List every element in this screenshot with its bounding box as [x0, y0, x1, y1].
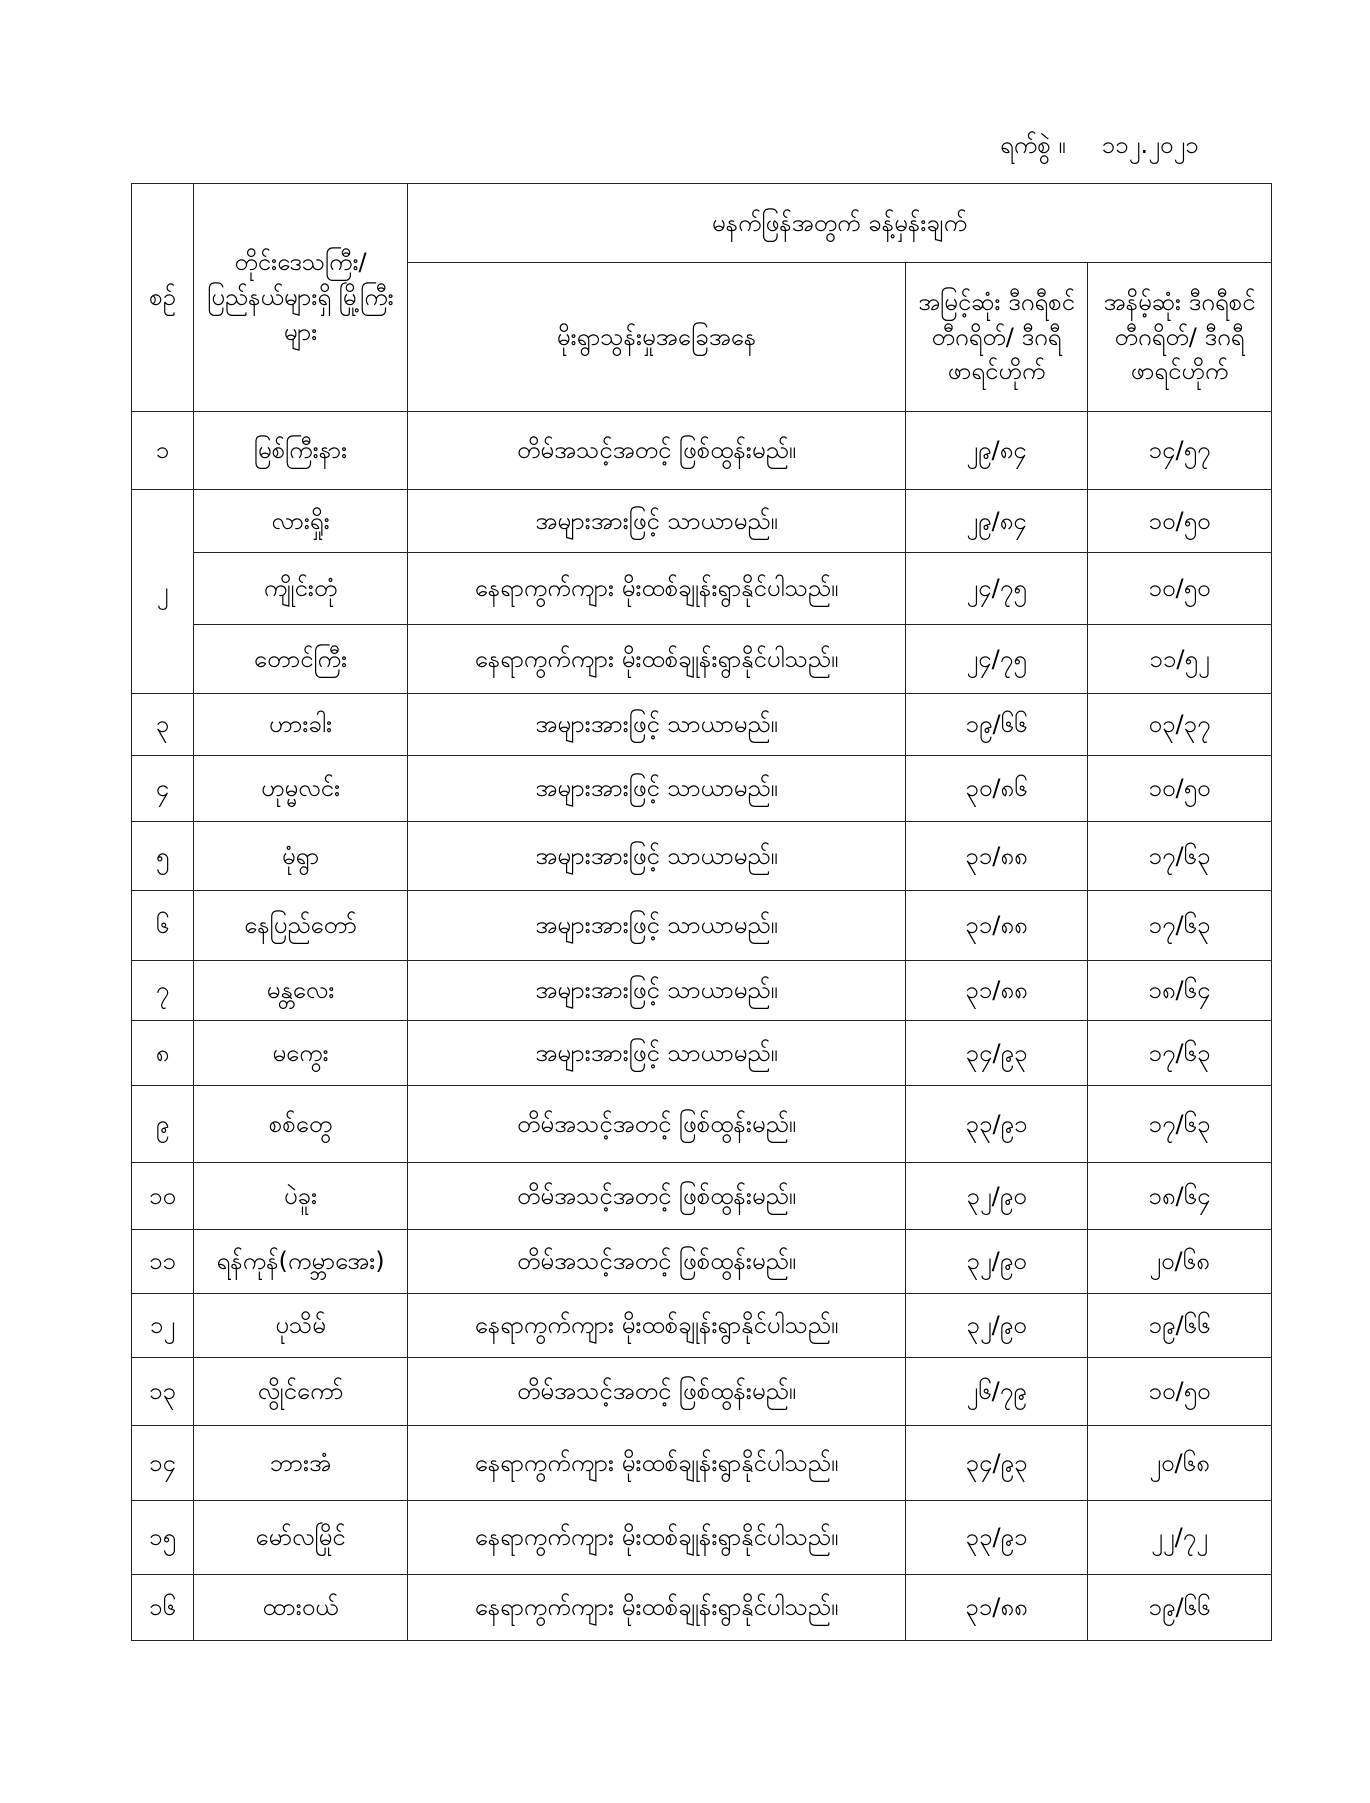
table-row: [132, 490, 1272, 553]
table-row: [132, 1426, 1272, 1501]
min-temp: ၁၇/၆၃: [1088, 1021, 1272, 1086]
table-row: [132, 694, 1272, 756]
rain-condition: အများအားဖြင့် သာယာမည်။: [408, 1021, 906, 1086]
max-temp: ၃၃/၉၁: [906, 1086, 1088, 1163]
rain-condition: နေရာကွက်ကျား မိုးထစ်ချုန်းရွာနိုင်ပါသည်။: [408, 1426, 906, 1501]
forecast-table: [131, 183, 1272, 1641]
date-value: ၁၁၂.၂၀၂၁: [1101, 131, 1199, 159]
city-name: နေပြည်တော်: [194, 891, 408, 961]
city-name: လားရှိုး: [194, 490, 408, 553]
rain-condition: တိမ်အသင့်အတင့် ဖြစ်ထွန်းမည်။: [408, 1358, 906, 1426]
table-row: [132, 822, 1272, 891]
city-name: ဟားခါး: [194, 694, 408, 756]
rain-condition: နေရာကွက်ကျား မိုးထစ်ချုန်းရွာနိုင်ပါသည်။: [408, 1501, 906, 1575]
city-name: မကွေး: [194, 1021, 408, 1086]
max-temp: ၂၄/၇၅: [906, 625, 1088, 694]
header-forecast-group: မနက်ဖြန်အတွက် ခန့်မှန်းချက်: [408, 184, 1272, 263]
table-row: [132, 961, 1272, 1021]
max-temp: ၃၃/၉၁: [906, 1501, 1088, 1575]
table-row: [132, 1501, 1272, 1575]
rain-condition: အများအားဖြင့် သာယာမည်။: [408, 961, 906, 1021]
rain-condition: အများအားဖြင့် သာယာမည်။: [408, 756, 906, 822]
min-temp: ၁၉/၆၆: [1088, 1294, 1272, 1358]
city-name: ကျိုင်းတုံ: [194, 553, 408, 625]
min-temp: ၁၀/၅၀: [1088, 756, 1272, 822]
min-temp: ၀၃/၃၇: [1088, 694, 1272, 756]
city-name: မော်လမြိုင်: [194, 1501, 408, 1575]
city-name: ပုသိမ်: [194, 1294, 408, 1358]
header-city: တိုင်းဒေသကြီး/ ပြည်နယ်များရှိ မြို့ကြီးများ: [194, 184, 408, 412]
rain-condition: တိမ်အသင့်အတင့် ဖြစ်ထွန်းမည်။: [408, 1086, 906, 1163]
rain-condition: အများအားဖြင့် သာယာမည်။: [408, 822, 906, 891]
min-temp: ၁၀/၅၀: [1088, 490, 1272, 553]
max-temp: ၃၁/၈၈: [906, 891, 1088, 961]
row-number: ၆: [132, 891, 194, 961]
max-temp: ၃၄/၉၃: [906, 1426, 1088, 1501]
row-number: ၁၃: [132, 1358, 194, 1426]
city-name: မြစ်ကြီးနား: [194, 412, 408, 490]
row-number: ၁၀: [132, 1163, 194, 1230]
table-row: [132, 625, 1272, 694]
min-temp: ၁၄/၅၇: [1088, 412, 1272, 490]
rain-condition: နေရာကွက်ကျား မိုးထစ်ချုန်းရွာနိုင်ပါသည်။: [408, 553, 906, 625]
row-number: ၄: [132, 756, 194, 822]
min-temp: ၂၂/၇၂: [1088, 1501, 1272, 1575]
row-number: ၇: [132, 961, 194, 1021]
table-row: [132, 1358, 1272, 1426]
max-temp: ၃၂/၉၀: [906, 1163, 1088, 1230]
max-temp: ၃၀/၈၆: [906, 756, 1088, 822]
min-temp: ၁၉/၆၆: [1088, 1575, 1272, 1641]
city-name: ဘားအံ: [194, 1426, 408, 1501]
min-temp: ၁၀/၅၀: [1088, 1358, 1272, 1426]
min-temp: ၁၁/၅၂: [1088, 625, 1272, 694]
rain-condition: အများအားဖြင့် သာယာမည်။: [408, 891, 906, 961]
table-row: [132, 1021, 1272, 1086]
city-name: ရန်ကုန်(ကမ္ဘာအေး): [194, 1230, 408, 1294]
table-row: [132, 1294, 1272, 1358]
row-number: ၃: [132, 694, 194, 756]
city-name: စစ်တွေ: [194, 1086, 408, 1163]
max-temp: ၂၉/၈၄: [906, 490, 1088, 553]
max-temp: ၃၁/၈၈: [906, 1575, 1088, 1641]
table-row: [132, 756, 1272, 822]
rain-condition: အများအားဖြင့် သာယာမည်။: [408, 694, 906, 756]
min-temp: ၂၀/၆၈: [1088, 1426, 1272, 1501]
min-temp: ၁၀/၅၀: [1088, 553, 1272, 625]
rain-condition: နေရာကွက်ကျား မိုးထစ်ချုန်းရွာနိုင်ပါသည်။: [408, 1294, 906, 1358]
max-temp: ၂၄/၇၅: [906, 553, 1088, 625]
row-number: ၁၆: [132, 1575, 194, 1641]
city-name: ထားဝယ်: [194, 1575, 408, 1641]
row-number: ၈: [132, 1021, 194, 1086]
rain-condition: တိမ်အသင့်အတင့် ဖြစ်ထွန်းမည်။: [408, 412, 906, 490]
max-temp: ၃၄/၉၃: [906, 1021, 1088, 1086]
max-temp: ၃၂/၉၀: [906, 1230, 1088, 1294]
city-name: မန္တလေး: [194, 961, 408, 1021]
rain-condition: နေရာကွက်ကျား မိုးထစ်ချုန်းရွာနိုင်ပါသည်။: [408, 625, 906, 694]
header-min-temp: အနိမ့်ဆုံး ဒီဂရီစင်တီဂရိတ်/ ဒီဂရီဖာရင်ဟိုက်: [1088, 263, 1272, 412]
city-name: ဟုမ္မလင်း: [194, 756, 408, 822]
header-max-temp: အမြင့်ဆုံး ဒီဂရီစင်တီဂရိတ်/ ဒီဂရီဖာရင်ဟိုက်: [906, 263, 1088, 412]
header-no: စဉ်: [132, 184, 194, 412]
min-temp: ၁၈/၆၄: [1088, 961, 1272, 1021]
max-temp: ၁၉/၆၆: [906, 694, 1088, 756]
min-temp: ၁၈/၆၄: [1088, 1163, 1272, 1230]
row-number: ၉: [132, 1086, 194, 1163]
rain-condition: အများအားဖြင့် သာယာမည်။: [408, 490, 906, 553]
rain-condition: တိမ်အသင့်အတင့် ဖြစ်ထွန်းမည်။: [408, 1230, 906, 1294]
date-label: ရက်စွဲ ။: [1000, 131, 1066, 159]
header-condition: မိုးရွာသွန်းမှုအခြေအနေ: [408, 263, 906, 412]
min-temp: ၂၀/၆၈: [1088, 1230, 1272, 1294]
rain-condition: နေရာကွက်ကျား မိုးထစ်ချုန်းရွာနိုင်ပါသည်။: [408, 1575, 906, 1641]
max-temp: ၃၂/၉၀: [906, 1294, 1088, 1358]
table-row: [132, 412, 1272, 490]
max-temp: ၃၁/၈၈: [906, 822, 1088, 891]
row-number: ၅: [132, 822, 194, 891]
city-name: မုံရွာ: [194, 822, 408, 891]
row-number: ၁၅: [132, 1501, 194, 1575]
table-row: [132, 553, 1272, 625]
row-number: ၁၁: [132, 1230, 194, 1294]
row-number: ၁: [132, 412, 194, 490]
max-temp: ၂၆/၇၉: [906, 1358, 1088, 1426]
max-temp: ၃၁/၈၈: [906, 961, 1088, 1021]
table-row: [132, 1086, 1272, 1163]
rain-condition: တိမ်အသင့်အတင့် ဖြစ်ထွန်းမည်။: [408, 1163, 906, 1230]
city-name: တောင်ကြီး: [194, 625, 408, 694]
row-number: ၂: [132, 490, 194, 694]
max-temp: ၂၉/၈၄: [906, 412, 1088, 490]
table-row: [132, 1230, 1272, 1294]
table-row: [132, 1163, 1272, 1230]
date-line: [1000, 125, 1260, 169]
table-row: [132, 1575, 1272, 1641]
city-name: လွိုင်ကော်: [194, 1358, 408, 1426]
min-temp: ၁၇/၆၃: [1088, 822, 1272, 891]
min-temp: ၁၇/၆၃: [1088, 891, 1272, 961]
min-temp: ၁၇/၆၃: [1088, 1086, 1272, 1163]
city-name: ပဲခူး: [194, 1163, 408, 1230]
table-row: [132, 891, 1272, 961]
row-number: ၁၂: [132, 1294, 194, 1358]
row-number: ၁၄: [132, 1426, 194, 1501]
